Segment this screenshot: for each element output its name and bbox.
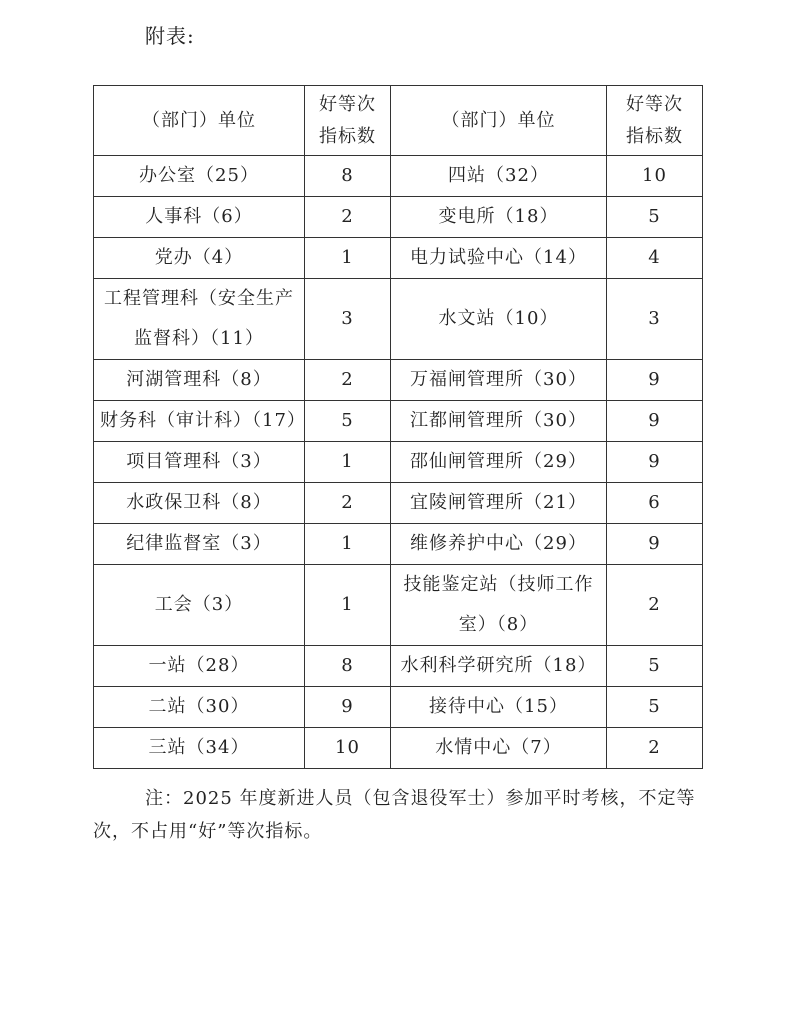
attachment-heading: 附表: (145, 24, 195, 48)
cell-left-count: 1 (305, 524, 391, 565)
header-right-unit: （部门）单位 (391, 86, 607, 156)
cell-left-count: 8 (305, 646, 391, 687)
cell-right-unit: 江都闸管理所（30） (391, 401, 607, 442)
table-row (94, 646, 703, 687)
table-header-row (94, 86, 703, 156)
cell-right-count: 5 (607, 197, 703, 238)
cell-right-count: 5 (607, 687, 703, 728)
cell-left-count: 9 (305, 687, 391, 728)
header-right-count-line1: 好等次 (626, 93, 683, 115)
header-right-count (607, 86, 703, 156)
cell-left-unit: 水政保卫科（8） (94, 483, 305, 524)
table-row (94, 728, 703, 769)
cell-left-count: 8 (305, 156, 391, 197)
cell-right-unit: 宜陵闸管理所（21） (391, 483, 607, 524)
cell-left-count: 5 (305, 401, 391, 442)
cell-right-count: 5 (607, 646, 703, 687)
table-row (94, 360, 703, 401)
cell-left-count: 2 (305, 483, 391, 524)
cell-left-unit: 三站（34） (94, 728, 305, 769)
cell-left-unit: 纪律监督室（3） (94, 524, 305, 565)
table-row (94, 279, 703, 360)
cell-right-unit: 四站（32） (391, 156, 607, 197)
cell-left-count: 10 (305, 728, 391, 769)
header-left-count-line2: 指标数 (319, 125, 376, 147)
cell-right-unit: 电力试验中心（14） (391, 238, 607, 279)
table-row (94, 687, 703, 728)
table-row (94, 565, 703, 646)
cell-left-count: 2 (305, 360, 391, 401)
cell-right-count: 9 (607, 524, 703, 565)
cell-left-unit: 项目管理科（3） (94, 442, 305, 483)
cell-right-count: 2 (607, 728, 703, 769)
table-row (94, 442, 703, 483)
header-left-count-line1: 好等次 (319, 93, 376, 115)
cell-right-unit: 水情中心（7） (391, 728, 607, 769)
table-row (94, 238, 703, 279)
cell-right-unit: 邵仙闸管理所（29） (391, 442, 607, 483)
cell-left-count: 2 (305, 197, 391, 238)
table-row (94, 524, 703, 565)
cell-left-unit: 二站（30） (94, 687, 305, 728)
cell-right-count: 6 (607, 483, 703, 524)
cell-left-unit: 党办（4） (94, 238, 305, 279)
table-row (94, 197, 703, 238)
cell-left-count: 3 (305, 279, 391, 360)
cell-left-unit: 工程管理科（安全生产监督科）（11） (94, 279, 305, 360)
cell-left-unit: 人事科（6） (94, 197, 305, 238)
cell-right-count: 3 (607, 279, 703, 360)
cell-right-unit: 技能鉴定站（技师工作室）（8） (391, 565, 607, 646)
cell-right-count: 2 (607, 565, 703, 646)
header-right-count-line2: 指标数 (626, 125, 683, 147)
footnote: 注：2025 年度新进人员（包含退役军士）参加平时考核，不定等次，不占用“好”等次指标。 (93, 788, 696, 842)
table-row (94, 156, 703, 197)
cell-right-count: 10 (607, 156, 703, 197)
cell-right-count: 9 (607, 360, 703, 401)
cell-left-count: 1 (305, 238, 391, 279)
cell-right-count: 4 (607, 238, 703, 279)
cell-right-unit: 接待中心（15） (391, 687, 607, 728)
cell-left-unit: 财务科（审计科）（17） (94, 401, 305, 442)
cell-left-unit: 河湖管理科（8） (94, 360, 305, 401)
table-row (94, 483, 703, 524)
quota-table (93, 85, 703, 769)
cell-left-unit: 办公室（25） (94, 156, 305, 197)
cell-right-unit: 维修养护中心（29） (391, 524, 607, 565)
header-left-count (305, 86, 391, 156)
cell-left-count: 1 (305, 442, 391, 483)
header-left-unit: （部门）单位 (94, 86, 305, 156)
cell-left-unit: 工会（3） (94, 565, 305, 646)
cell-right-unit: 变电所（18） (391, 197, 607, 238)
cell-right-unit: 水利科学研究所（18） (391, 646, 607, 687)
cell-right-unit: 水文站（10） (391, 279, 607, 360)
cell-right-count: 9 (607, 401, 703, 442)
cell-right-unit: 万福闸管理所（30） (391, 360, 607, 401)
cell-left-unit: 一站（28） (94, 646, 305, 687)
cell-left-count: 1 (305, 565, 391, 646)
table-row (94, 401, 703, 442)
cell-right-count: 9 (607, 442, 703, 483)
